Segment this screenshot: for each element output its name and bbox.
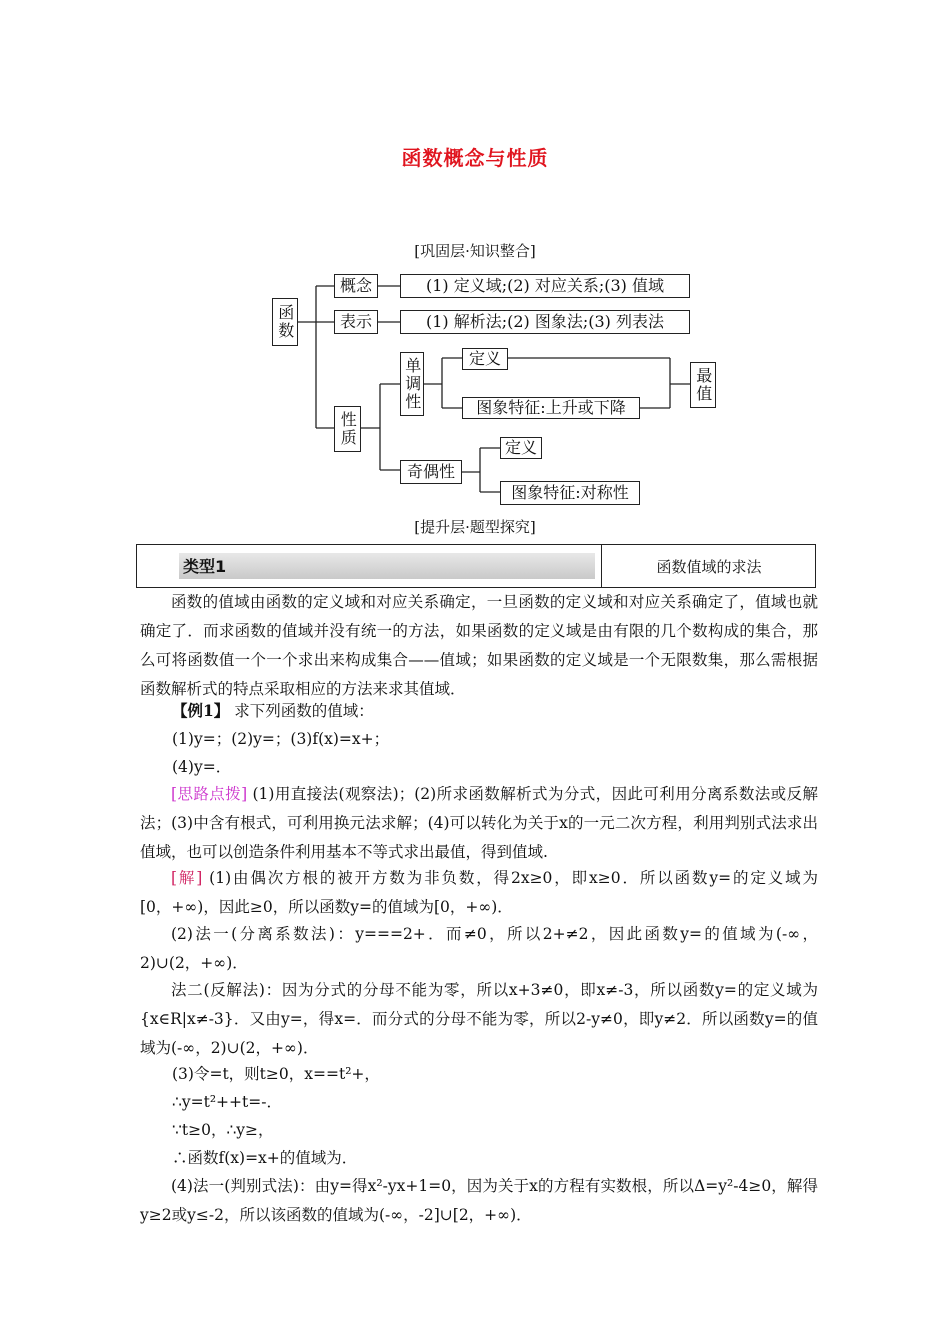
node-parity-definition: 定义 xyxy=(500,437,542,459)
solution-part-2: (2)法一(分离系数法)：y===2+．而≠0，所以2+≠2，因此函数y=的值域为(-∞，2)∪(2，+∞)． xyxy=(140,925,818,972)
example-tag: 【例1】 xyxy=(172,701,230,720)
example-prompt: 求下列函数的值域： xyxy=(234,702,374,720)
type-bar-shade xyxy=(179,553,595,579)
solution-tag: [解] xyxy=(171,869,203,887)
node-mono-graph: 图象特征:上升或下降 xyxy=(462,397,640,419)
solution-part-4: (4)法一(判别式法)：由y=得x²-yx+1=0，因为关于x的方程有实数根，所以Δ=y²-4≥0，解得y≥2或y≤-2，所以该函数的值域为(-∞，-2]∪[2，+∞)． xyxy=(140,1177,818,1224)
section-label-advance: [提升层·题型探究] xyxy=(414,518,536,536)
intro-paragraph: 函数的值域由函数的定义域和对应关系确定，一旦函数的定义域和对应关系确定了，值域也就确定了．而求函数的值域并没有统一的方法，如果函数的定义域是由有限的几个数构成的集合，那么可将函数值一个一个求出来构成集合——值域；如果函数的定义域是一个无限数集，那么需根据函数解析式的特点采取相应的方法来求其值域． xyxy=(140,593,818,698)
solution-part-3-line-4: ∴函数f(x)=x+的值域为． xyxy=(172,1149,358,1167)
example-heading xyxy=(172,697,818,725)
node-representation: 表示 xyxy=(334,310,378,334)
solution-part-3-line-2: ∴y=t²++t=-． xyxy=(172,1093,282,1111)
solution-part-1 xyxy=(140,864,818,922)
node-extreme: 最值 xyxy=(690,362,716,408)
node-root: 函数 xyxy=(272,298,298,346)
node-property: 性质 xyxy=(334,406,361,452)
node-representation-detail: (1) 解析法;(2) 图象法;(3) 列表法 xyxy=(400,310,690,334)
section-label-consolidate: [巩固层·知识整合] xyxy=(414,242,536,260)
node-monotonicity: 单调性 xyxy=(400,352,424,416)
node-concept: 概念 xyxy=(334,274,378,298)
concept-map xyxy=(0,0,950,520)
node-parity-graph: 图象特征:对称性 xyxy=(500,481,640,505)
hint-paragraph xyxy=(140,780,818,867)
solution-part-3-line-1: (3)令=t，则t≥0，x==t²+， xyxy=(172,1065,380,1083)
question-type-bar xyxy=(136,544,816,588)
type-badge: 类型1 xyxy=(183,557,227,576)
node-concept-detail: (1) 定义域;(2) 对应关系;(3) 值域 xyxy=(400,274,690,298)
solution-part-3-line-3: ∵t≥0，∴y≥， xyxy=(172,1121,274,1139)
solution-part-2-method-2: 法二(反解法)：因为分式的分母不能为零，所以x+3≠0，即x≠-3，所以函数y=的定义域为{x∈R|x≠-3}．又由y=，得x=．而分式的分母不能为零，所以2-y≠0，即y≠2．所以函数y=的值域为(-∞，2)∪(2，+∞)． xyxy=(140,981,818,1057)
node-parity: 奇偶性 xyxy=(400,460,462,484)
node-mono-definition: 定义 xyxy=(462,348,508,370)
concept-map-connectors xyxy=(0,0,950,520)
hint-text: (1)用直接法(观察法)；(2)所求函数解析式为分式，因此可利用分离系数法或反解法；(3)中含有根式，可利用换元法求解；(4)可以转化为关于x的一元二次方程，利用判别式法求出值域，也可以创造条件利用基本不等式求出最值，得到值域. xyxy=(140,785,818,861)
hint-tag: [思路点拨] xyxy=(171,785,248,803)
page-title: 函数概念与性质 xyxy=(401,146,549,170)
example-items-1: (1)y=；(2)y=；(3)f(x)=x+； xyxy=(172,730,390,748)
solution-p1-text: (1)由偶次方根的被开方数为非负数，得2x≥0，即x≥0．所以函数y=的定义域为[0，+∞)，因此≥0，所以函数y=的值域为[0，+∞)． xyxy=(140,869,818,916)
example-items-2: (4)y=． xyxy=(172,758,232,776)
type-topic: 函数值域的求法 xyxy=(656,557,762,576)
